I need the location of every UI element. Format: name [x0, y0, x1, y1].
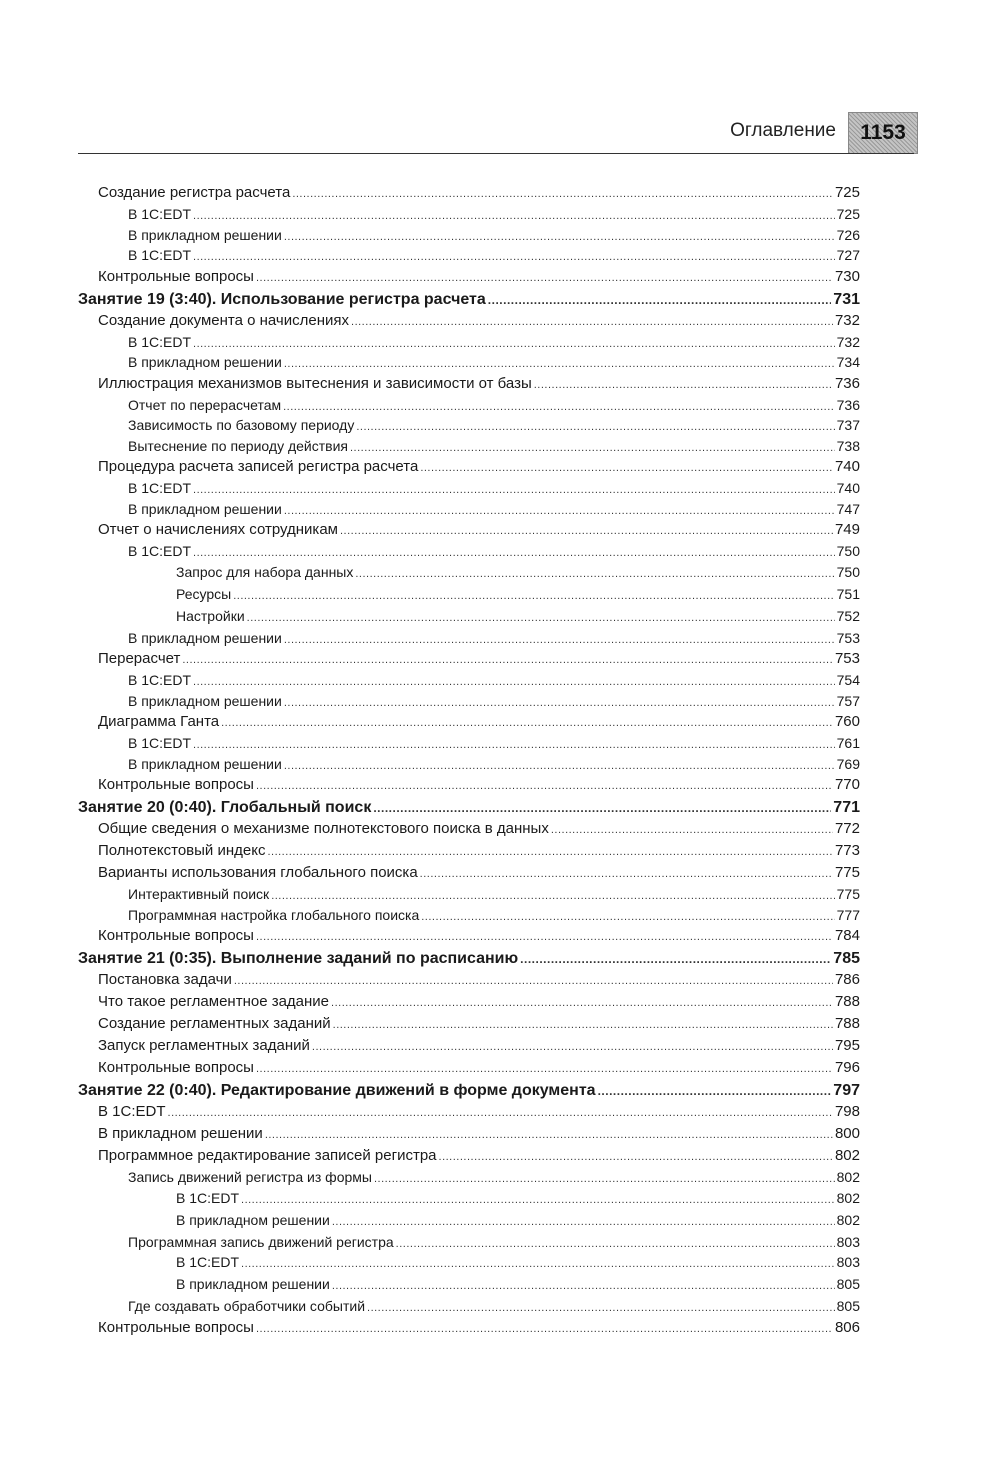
- dot-leader: [332, 1216, 835, 1229]
- dot-leader: [168, 1107, 833, 1120]
- toc-entry: [78, 1298, 860, 1319]
- toc-entry-title: Занятие 21 (0:35). Выполнение заданий по расписанию: [78, 950, 519, 967]
- toc-entry-page: 737: [836, 417, 860, 433]
- toc-entry-title: Вытеснение по периоду действия: [128, 437, 348, 454]
- toc-entry-page: 775: [834, 864, 860, 881]
- toc-entry: [78, 586, 860, 608]
- toc-entry-page: 771: [833, 799, 860, 816]
- dot-leader: [193, 547, 835, 560]
- toc-entry: [78, 776, 860, 798]
- toc-entry-title: В 1С:EDT: [128, 247, 192, 263]
- toc-entry-title: Ресурсы: [176, 585, 232, 602]
- toc-entry-title: Процедура расчета записей регистра расчета: [98, 458, 419, 475]
- toc-entry-title: Отчет о начислениях сотрудникам: [98, 521, 338, 538]
- toc-entry-page: 795: [834, 1037, 860, 1054]
- toc-entry-page: 772: [834, 820, 860, 837]
- dot-leader: [367, 1302, 835, 1315]
- toc-entry-title: В 1С:EDT: [128, 333, 192, 350]
- toc-entry-title: Диаграмма Ганта: [98, 713, 220, 730]
- table-of-contents: [78, 184, 860, 1341]
- toc-entry-title: Интерактивный поиск: [128, 886, 270, 902]
- toc-entry: [78, 543, 860, 564]
- dot-leader: [193, 251, 835, 264]
- toc-entry-title: Общие сведения о механизме полнотекстового поиска в данных: [98, 820, 549, 837]
- page-header: [78, 112, 918, 156]
- toc-entry: [78, 438, 860, 459]
- toc-entry-page: 797: [833, 1082, 860, 1099]
- toc-entry-title: Создание документа о начислениях: [98, 311, 350, 329]
- toc-entry-page: 730: [834, 267, 860, 285]
- toc-entry: [78, 1059, 860, 1081]
- toc-entry-page: 760: [834, 713, 860, 730]
- toc-entry-page: 803: [836, 1254, 860, 1270]
- toc-entry-title: В 1С:EDT: [128, 672, 192, 688]
- toc-entry-title: В прикладном решении: [128, 354, 282, 370]
- toc-entry-title: В прикладном решении: [128, 692, 282, 709]
- toc-entry: [78, 1015, 860, 1037]
- toc-entry-page: 788: [834, 1015, 860, 1032]
- toc-entry: [78, 227, 860, 248]
- toc-entry-title: Перерасчет: [98, 650, 181, 667]
- toc-entry: [78, 501, 860, 522]
- toc-entry-title: В прикладном решении: [176, 1211, 330, 1228]
- toc-entry-page: 796: [834, 1059, 860, 1076]
- toc-entry-page: 770: [834, 776, 860, 793]
- dot-leader: [598, 1084, 832, 1098]
- toc-entry-page: 786: [834, 971, 860, 988]
- toc-entry-page: 761: [836, 735, 860, 751]
- dot-leader: [182, 654, 833, 667]
- toc-entry-page: 752: [836, 607, 860, 624]
- toc-entry-page: 740: [834, 458, 860, 475]
- dot-leader: [350, 442, 835, 455]
- toc-entry-title: В 1С:EDT: [98, 1103, 166, 1120]
- dot-leader: [332, 1280, 835, 1293]
- toc-entry-title: Запись движений регистра из формы: [128, 1169, 372, 1185]
- dot-leader: [351, 316, 833, 329]
- toc-entry-page: 732: [834, 311, 860, 329]
- toc-entry-page: 747: [836, 500, 860, 517]
- toc-entry-page: 788: [834, 993, 860, 1010]
- dot-leader: [333, 1019, 833, 1032]
- dot-leader: [331, 997, 833, 1010]
- dot-leader: [356, 421, 834, 434]
- dot-leader: [271, 890, 834, 903]
- toc-entry: [78, 184, 860, 206]
- toc-entry: [78, 290, 860, 312]
- toc-entry-title: Иллюстрация механизмов вытеснения и зависимости от базы: [98, 374, 532, 392]
- toc-entry: [78, 480, 860, 501]
- toc-entry-page: 802: [836, 1189, 860, 1206]
- toc-entry-title: Контрольные вопросы: [98, 267, 254, 285]
- dot-leader: [439, 1151, 833, 1164]
- dot-leader: [234, 975, 833, 988]
- toc-entry-title: Запуск регламентных заданий: [98, 1037, 310, 1054]
- toc-entry-page: 740: [836, 480, 860, 496]
- page-number: 1153: [860, 121, 906, 144]
- toc-entry-page: 725: [836, 206, 860, 222]
- dot-leader: [284, 697, 835, 710]
- toc-entry-page: 784: [834, 927, 860, 944]
- toc-entry: [78, 756, 860, 777]
- toc-entry: [78, 1081, 860, 1103]
- dot-leader: [256, 272, 833, 285]
- dot-leader: [256, 1323, 833, 1336]
- toc-entry-title: Контрольные вопросы: [98, 776, 254, 793]
- dot-leader: [193, 210, 835, 223]
- toc-entry: [78, 417, 860, 438]
- toc-entry: [78, 354, 860, 375]
- toc-entry: [78, 1037, 860, 1059]
- toc-entry: [78, 798, 860, 820]
- toc-entry: [78, 820, 860, 842]
- toc-entry-title: Что такое регламентное задание: [98, 993, 330, 1010]
- toc-entry-page: 725: [834, 184, 860, 201]
- toc-entry: [78, 886, 860, 907]
- toc-entry: [78, 693, 860, 714]
- toc-entry: [78, 397, 860, 418]
- toc-entry-title: В 1С:EDT: [128, 735, 192, 751]
- toc-entry-title: В 1С:EDT: [128, 206, 192, 222]
- toc-entry-page: 757: [836, 692, 860, 709]
- toc-entry: [78, 1169, 860, 1190]
- section-title: Оглавление: [730, 120, 836, 141]
- dot-leader: [355, 568, 834, 581]
- dot-leader: [241, 1194, 835, 1207]
- toc-entry: [78, 1125, 860, 1147]
- toc-entry-page: 803: [836, 1233, 860, 1250]
- toc-entry-title: Контрольные вопросы: [98, 1059, 254, 1076]
- dot-leader: [488, 293, 832, 307]
- toc-entry: [78, 206, 860, 227]
- toc-entry-page: 750: [836, 543, 860, 559]
- toc-entry: [78, 927, 860, 949]
- toc-entry-page: 802: [836, 1211, 860, 1228]
- dot-leader: [193, 739, 835, 752]
- toc-entry-page: 773: [834, 842, 860, 859]
- toc-entry-page: 785: [833, 950, 860, 967]
- toc-entry-page: 805: [836, 1298, 860, 1314]
- toc-entry: [78, 268, 860, 290]
- dot-leader: [221, 717, 833, 730]
- toc-entry: [78, 458, 860, 480]
- toc-entry-title: Где создавать обработчики событий: [128, 1298, 366, 1314]
- toc-entry: [78, 1234, 860, 1255]
- toc-entry-title: Программная настройка глобального поиска: [128, 906, 420, 923]
- toc-entry-title: Постановка задачи: [98, 971, 232, 988]
- toc-entry-title: Создание регистра расчета: [98, 184, 291, 201]
- dot-leader: [233, 590, 834, 603]
- header-rule: [78, 153, 914, 154]
- toc-entry-title: Контрольные вопросы: [98, 927, 254, 944]
- toc-entry-page: 802: [836, 1169, 860, 1185]
- toc-entry: [78, 1103, 860, 1125]
- toc-entry: [78, 247, 860, 268]
- toc-entry: [78, 971, 860, 993]
- toc-entry-title: Контрольные вопросы: [98, 1318, 254, 1336]
- dot-leader: [420, 462, 833, 475]
- toc-entry: [78, 842, 860, 864]
- toc-entry-title: Варианты использования глобального поиска: [98, 864, 418, 881]
- toc-entry: [78, 1319, 860, 1341]
- toc-entry-page: 736: [834, 374, 860, 392]
- toc-entry-title: Занятие 19 (3:40). Использование регистра расчета: [78, 290, 486, 308]
- toc-entry: [78, 521, 860, 543]
- dot-leader: [312, 1041, 833, 1054]
- toc-entry-title: Полнотекстовый индекс: [98, 842, 266, 859]
- toc-entry-page: 734: [836, 354, 860, 370]
- toc-entry-title: В 1С:EDT: [128, 480, 192, 496]
- toc-entry: [78, 564, 860, 586]
- toc-entry-title: В прикладном решении: [128, 755, 282, 772]
- toc-entry: [78, 1212, 860, 1234]
- toc-entry-page: 754: [836, 672, 860, 688]
- toc-entry: [78, 608, 860, 630]
- toc-entry-title: В прикладном решении: [128, 629, 282, 646]
- toc-entry: [78, 864, 860, 886]
- toc-entry: [78, 1254, 860, 1276]
- dot-leader: [256, 1063, 833, 1076]
- toc-entry: [78, 949, 860, 971]
- toc-entry-title: Занятие 22 (0:40). Редактирование движений в форме документа: [78, 1082, 596, 1099]
- toc-entry: [78, 672, 860, 693]
- toc-entry: [78, 1147, 860, 1169]
- toc-entry-title: В 1С:EDT: [176, 1189, 240, 1206]
- toc-entry-page: 750: [836, 563, 860, 580]
- dot-leader: [520, 952, 831, 966]
- toc-entry-page: 753: [836, 629, 860, 646]
- toc-entry-page: 806: [834, 1318, 860, 1336]
- toc-entry: [78, 375, 860, 397]
- dot-leader: [284, 760, 835, 773]
- dot-leader: [396, 1238, 835, 1251]
- dot-leader: [283, 401, 835, 414]
- toc-entry-page: 769: [836, 755, 860, 772]
- dot-leader: [193, 484, 835, 497]
- dot-leader: [267, 846, 833, 859]
- toc-entry-page: 738: [836, 437, 860, 454]
- toc-entry: [78, 993, 860, 1015]
- toc-entry-page: 731: [833, 290, 860, 308]
- toc-entry-title: Отчет по перерасчетам: [128, 396, 282, 413]
- toc-entry-title: Программное редактирование записей регистра: [98, 1147, 437, 1164]
- dot-leader: [284, 231, 835, 244]
- dot-leader: [284, 358, 835, 371]
- dot-leader: [551, 824, 833, 837]
- toc-entry-title: Запрос для набора данных: [176, 563, 354, 580]
- toc-entry-title: В прикладном решении: [128, 500, 282, 517]
- toc-entry-title: В прикладном решении: [128, 226, 282, 243]
- toc-entry-page: 726: [836, 226, 860, 243]
- toc-entry-page: 749: [834, 521, 860, 538]
- toc-entry: [78, 1276, 860, 1298]
- toc-entry-title: Зависимость по базовому периоду: [128, 417, 355, 433]
- toc-entry-page: 775: [836, 886, 860, 902]
- dot-leader: [193, 676, 835, 689]
- toc-entry-title: В прикладном решении: [176, 1276, 330, 1292]
- page-number-badge: [848, 112, 918, 154]
- dot-leader: [256, 780, 833, 793]
- toc-entry: [78, 735, 860, 756]
- dot-leader: [534, 379, 833, 392]
- dot-leader: [421, 911, 834, 924]
- dot-leader: [256, 931, 833, 944]
- toc-entry-page: 753: [834, 650, 860, 667]
- dot-leader: [241, 1258, 835, 1271]
- toc-entry-page: 805: [836, 1276, 860, 1292]
- toc-entry-page: 800: [834, 1125, 860, 1142]
- toc-entry-page: 727: [836, 247, 860, 263]
- dot-leader: [340, 525, 833, 538]
- dot-leader: [193, 338, 835, 351]
- toc-entry: [78, 650, 860, 672]
- toc-entry: [78, 334, 860, 355]
- toc-entry-page: 798: [834, 1103, 860, 1120]
- toc-entry-page: 802: [834, 1147, 860, 1164]
- toc-entry-title: В 1С:EDT: [176, 1254, 240, 1270]
- toc-entry-page: 777: [836, 906, 860, 923]
- toc-entry-page: 751: [836, 585, 860, 602]
- dot-leader: [374, 1173, 835, 1186]
- toc-entry: [78, 1190, 860, 1212]
- toc-entry: [78, 630, 860, 651]
- toc-entry-title: В 1С:EDT: [128, 543, 192, 559]
- dot-leader: [373, 801, 831, 815]
- toc-entry-title: Настройки: [176, 607, 245, 624]
- dot-leader: [284, 634, 835, 647]
- toc-entry: [78, 907, 860, 928]
- toc-entry-title: Занятие 20 (0:40). Глобальный поиск: [78, 799, 372, 816]
- dot-leader: [420, 868, 833, 881]
- toc-entry-title: Программная запись движений регистра: [128, 1233, 394, 1250]
- dot-leader: [292, 188, 833, 201]
- toc-entry-page: 732: [836, 333, 860, 350]
- dot-leader: [265, 1129, 833, 1142]
- dot-leader: [247, 612, 835, 625]
- toc-entry-title: В прикладном решении: [98, 1125, 263, 1142]
- toc-entry: [78, 713, 860, 735]
- toc-entry-page: 736: [836, 396, 860, 413]
- dot-leader: [284, 505, 835, 518]
- toc-entry: [78, 312, 860, 334]
- toc-entry-title: Создание регламентных заданий: [98, 1015, 331, 1032]
